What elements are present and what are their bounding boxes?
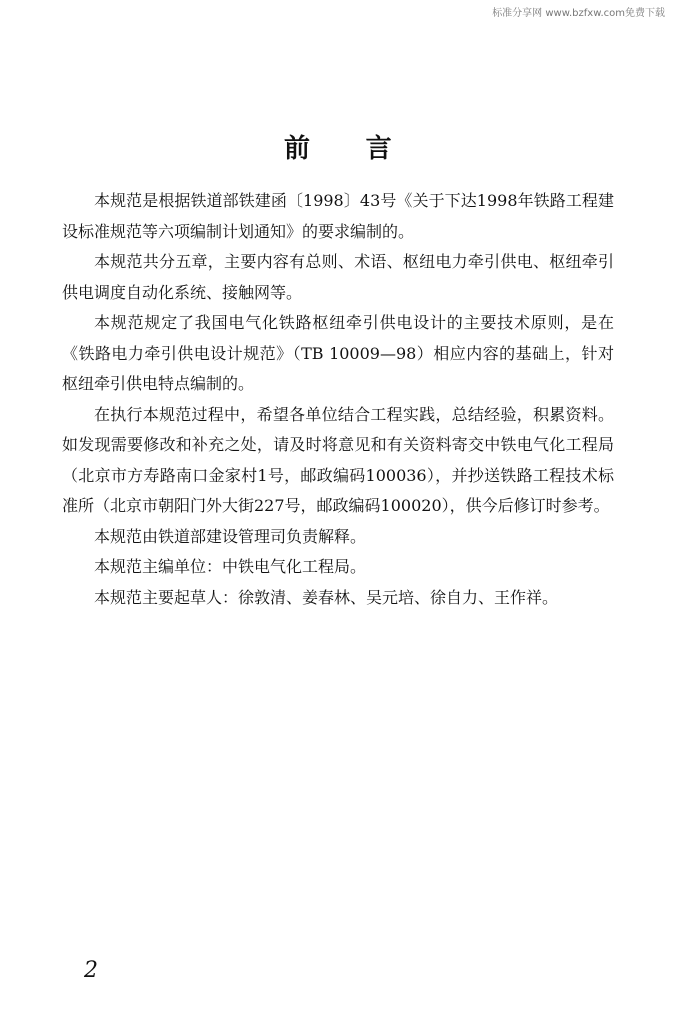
paragraph-drafters: 本规范主要起草人：徐敦清、姜春林、吴元培、徐自力、王作祥。 [94, 587, 559, 607]
page-number: 2 [84, 958, 98, 983]
page-title: 前 言 [284, 134, 393, 164]
preface-body [62, 186, 614, 613]
paragraph-contents: 本规范共分五章，主要内容有总则、术语、枢纽电力牵引供电、枢纽牵引供电调度自动化系统、接触网等。 [62, 252, 614, 302]
paragraph-basis: 本规范是根据铁道部铁建函〔1998〕43号《关于下达1998年铁路工程建设标准规范等六项编制计划通知》的要求编制的。 [62, 191, 614, 241]
paragraph-feedback: 在执行本规范过程中，希望各单位结合工程实践，总结经验，积累资料。如发现需要修改和补充之处，请及时将意见和有关资料寄交中铁电气化工程局（北京市方寿路南口金家村1号，邮政编码100036），并抄送铁路工程技术标准所（北京市朝阳门外大街227号，邮政编码100020），供今后修订时参考。 [62, 404, 614, 515]
watermark-text: 标准分享网 www.bzfxw.com免费下载 [492, 8, 665, 19]
paragraph-interpretation: 本规范由铁道部建设管理司负责解释。 [94, 526, 367, 546]
paragraph-principles: 本规范规定了我国电气化铁路枢纽牵引供电设计的主要技术原则，是在《铁路电力牵引供电设计规范》（TB 10009—98）相应内容的基础上，针对枢纽牵引供电特点编制的。 [62, 313, 614, 393]
paragraph-chief-editor: 本规范主编单位：中铁电气化工程局。 [94, 557, 367, 576]
